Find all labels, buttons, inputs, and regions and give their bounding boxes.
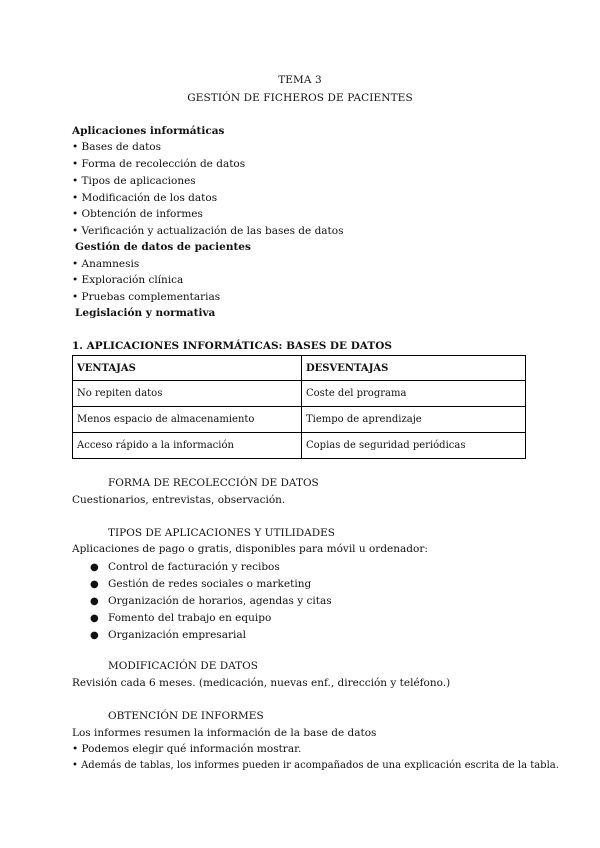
bullet-icon: ●	[90, 562, 99, 573]
table-header-row	[73, 356, 526, 381]
outline-item: • Tipos de aplicaciones	[72, 175, 196, 187]
table-row	[73, 407, 526, 433]
outline-section-title: Aplicaciones informáticas	[72, 125, 225, 137]
bullet-icon: ●	[90, 579, 99, 590]
app-types-list	[72, 559, 332, 644]
table-row	[73, 433, 526, 459]
outline-item: • Verificación y actualización de las bases de datos	[72, 225, 344, 237]
subsection-heading: FORMA DE RECOLECCIÓN DE DATOS	[108, 477, 319, 489]
outline-item: • Pruebas complementarias	[72, 291, 221, 303]
section-heading: 1. APLICACIONES INFORMÁTICAS: BASES DE DATOS	[72, 340, 392, 352]
tema-label: TEMA 3	[278, 74, 322, 86]
paragraph: Los informes resumen la información de la base de datos	[72, 727, 377, 739]
bullet-icon: ●	[90, 630, 99, 641]
paragraph: • Además de tablas, los informes pueden ir acompañados de una explicación escrita de la tabla.	[72, 760, 559, 771]
list-item-label: Control de facturación y recibos	[108, 561, 280, 573]
table-cell: Coste del programa	[302, 381, 526, 407]
list-item	[72, 610, 332, 627]
list-item	[72, 593, 332, 610]
table-cell: No repiten datos	[73, 381, 302, 407]
table-cell: Acceso rápido a la información	[73, 433, 302, 459]
table-row	[73, 381, 526, 407]
outline-item: • Anamnesis	[72, 258, 140, 270]
bullet-icon: ●	[90, 613, 99, 624]
table-header-cell: DESVENTAJAS	[302, 356, 526, 381]
subsection-heading: MODIFICACIÓN DE DATOS	[108, 660, 258, 672]
paragraph: • Podemos elegir qué información mostrar.	[72, 743, 302, 755]
table-header-cell: VENTAJAS	[73, 356, 302, 381]
paragraph: Revisión cada 6 meses. (medicación, nuevas enf., dirección y teléfono.)	[72, 677, 451, 689]
outline-item: • Exploración clínica	[72, 274, 184, 286]
list-item-label: Organización de horarios, agendas y citas	[108, 595, 332, 607]
outline-item: • Obtención de informes	[72, 208, 203, 220]
list-item	[72, 576, 332, 593]
list-item	[72, 627, 332, 644]
outline-item: • Forma de recolección de datos	[72, 158, 246, 170]
subsection-heading: TIPOS DE APLICACIONES Y UTILIDADES	[108, 527, 336, 539]
table-cell: Tiempo de aprendizaje	[302, 407, 526, 433]
list-item	[72, 559, 332, 576]
list-item-label: Fomento del trabajo en equipo	[108, 612, 272, 624]
outline-section-title: Legislación y normativa	[75, 307, 216, 319]
table-cell: Menos espacio de almacenamiento	[73, 407, 302, 433]
outline-item: • Bases de datos	[72, 141, 162, 153]
bullet-icon: ●	[90, 596, 99, 607]
table-cell: Copias de seguridad periódicas	[302, 433, 526, 459]
paragraph: Cuestionarios, entrevistas, observación.	[72, 494, 286, 506]
document-title: GESTIÓN DE FICHEROS DE PACIENTES	[187, 92, 413, 104]
advantages-table	[72, 355, 526, 459]
paragraph: Aplicaciones de pago o gratis, disponibles para móvil u ordenador:	[72, 543, 428, 555]
subsection-heading: OBTENCIÓN DE INFORMES	[108, 710, 264, 722]
outline-item: • Modificación de los datos	[72, 192, 218, 204]
list-item-label: Organización empresarial	[108, 629, 246, 641]
list-item-label: Gestión de redes sociales o marketing	[108, 578, 312, 590]
outline-section-title: Gestión de datos de pacientes	[75, 241, 251, 253]
